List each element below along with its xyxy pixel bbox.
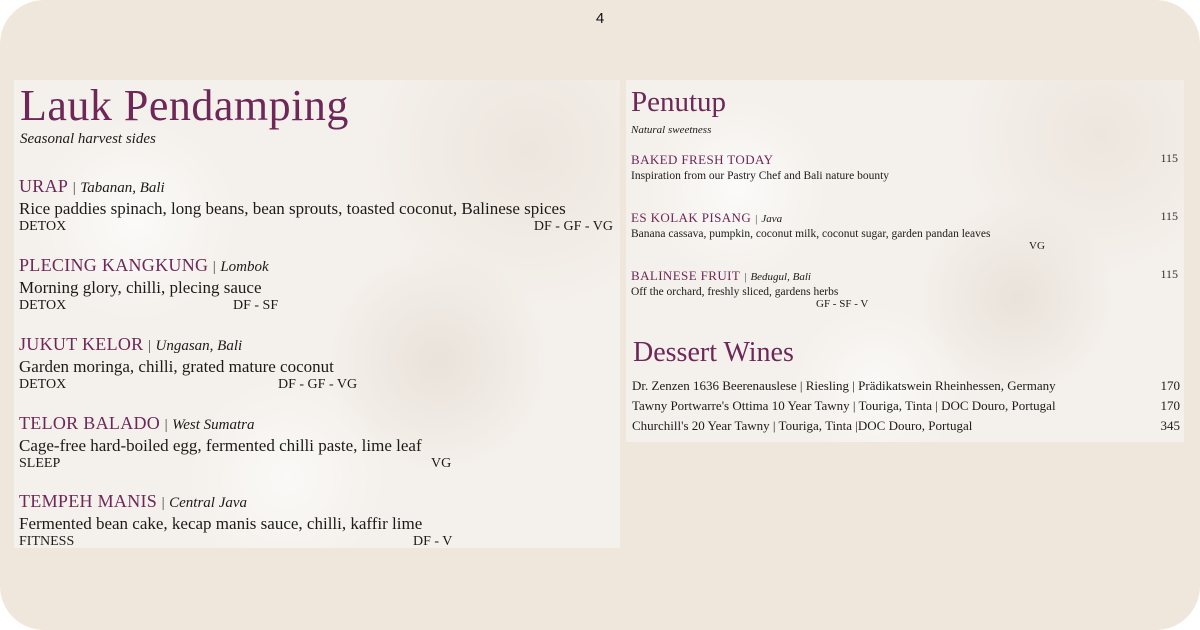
dish-description: Morning glory, chilli, plecing sauce — [19, 278, 262, 297]
wine-price: 170 — [1160, 378, 1180, 393]
dessert-name: BAKED FRESH TODAY — [631, 152, 774, 167]
dish-name: URAP — [19, 176, 69, 196]
dish-category: SLEEP — [19, 456, 61, 471]
dish-dietary-tags: DF - GF - VG — [533, 219, 613, 234]
dish-description: Garden moringa, chilli, grated mature coconut — [19, 357, 334, 376]
desserts-subtitle: Natural sweetness — [631, 124, 712, 136]
desserts-title: Penutup — [631, 86, 727, 118]
dish-separator: | — [147, 338, 151, 354]
side-dish-urap — [19, 175, 619, 237]
side-dish-telor-balado — [19, 412, 619, 474]
dish-name: TEMPEH MANIS — [19, 491, 158, 511]
dessert-name: ES KOLAK PISANG — [631, 210, 752, 225]
dessert-wines-title: Dessert Wines — [633, 337, 794, 368]
dish-dietary-tags: VG — [431, 456, 452, 471]
dish-separator: | — [72, 180, 76, 196]
dish-category: DETOX — [19, 377, 67, 392]
dish-separator: | — [164, 417, 168, 433]
dish-origin: Tabanan, Bali — [80, 180, 165, 196]
wine-name: Tawny Portwarre's Ottima 10 Year Tawny | Touriga, Tinta | DOC Douro, Portugal — [632, 398, 1056, 413]
dessert-description: Off the orchard, freshly sliced, gardens herbs — [631, 286, 839, 298]
wine-name: Churchill's 20 Year Tawny | Touriga, Tinta |DOC Douro, Portugal — [632, 418, 973, 433]
page-number: 4 — [595, 10, 605, 27]
side-dish-tempeh-manis — [19, 490, 619, 552]
wine-name: Dr. Zenzen 1636 Beerenauslese | Riesling | Prädikatswein Rheinhessen, Germany — [632, 378, 1056, 393]
dish-origin: West Sumatra — [172, 417, 255, 433]
dessert-dietary-tags: VG — [1029, 240, 1045, 252]
sides-subtitle: Seasonal harvest sides — [20, 131, 156, 147]
sides-title: Lauk Pendamping — [20, 81, 349, 130]
dessert-description: Inspiration from our Pastry Chef and Bali nature bounty — [631, 170, 890, 182]
dish-category: DETOX — [19, 298, 67, 313]
dessert-description: Banana cassava, pumpkin, coconut milk, coconut sugar, garden pandan leaves — [631, 228, 991, 240]
dish-separator: | — [161, 495, 165, 511]
dessert-separator: | — [755, 213, 758, 225]
dessert-es-kolak-pisang — [631, 209, 1181, 252]
dessert-price: 115 — [1160, 267, 1178, 281]
dish-name: JUKUT KELOR — [19, 334, 144, 354]
dessert-origin: Java — [761, 213, 783, 225]
wine-price: 170 — [1160, 398, 1180, 413]
dessert-dietary-tags: GF - SF - V — [816, 298, 869, 310]
dish-origin: Central Java — [169, 495, 248, 511]
dessert-price: 115 — [1160, 209, 1178, 223]
dessert-baked-fresh-today — [631, 151, 1181, 184]
dessert-origin: Bedugul, Bali — [750, 271, 811, 283]
side-dish-plecing-kangkung — [19, 254, 619, 316]
dish-name: PLECING KANGKUNG — [19, 255, 209, 275]
dish-category: DETOX — [19, 219, 67, 234]
side-dish-jukut-kelor — [19, 333, 619, 395]
dish-separator: | — [212, 259, 216, 275]
dessert-price: 115 — [1160, 151, 1178, 165]
dessert-name: BALINESE FRUIT — [631, 268, 741, 283]
wine-row — [632, 418, 1180, 436]
dessert-balinese-fruit — [631, 267, 1181, 310]
dessert-separator: | — [744, 271, 747, 283]
dish-origin: Ungasan, Bali — [155, 338, 243, 354]
wine-price: 345 — [1160, 418, 1180, 433]
dish-name: TELOR BALADO — [19, 413, 161, 433]
wine-row — [632, 378, 1180, 396]
dish-dietary-tags: DF - SF — [233, 298, 279, 313]
dish-description: Rice paddies spinach, long beans, bean sprouts, toasted coconut, Balinese spices — [19, 199, 566, 218]
wine-row — [632, 398, 1180, 416]
dish-description: Fermented bean cake, kecap manis sauce, chilli, kaffir lime — [19, 514, 423, 533]
dish-origin: Lombok — [220, 259, 269, 275]
dish-category: FITNESS — [19, 534, 75, 549]
dish-dietary-tags: DF - GF - VG — [278, 377, 358, 392]
dish-dietary-tags: DF - V — [413, 534, 453, 549]
dish-description: Cage-free hard-boiled egg, fermented chilli paste, lime leaf — [19, 436, 422, 455]
